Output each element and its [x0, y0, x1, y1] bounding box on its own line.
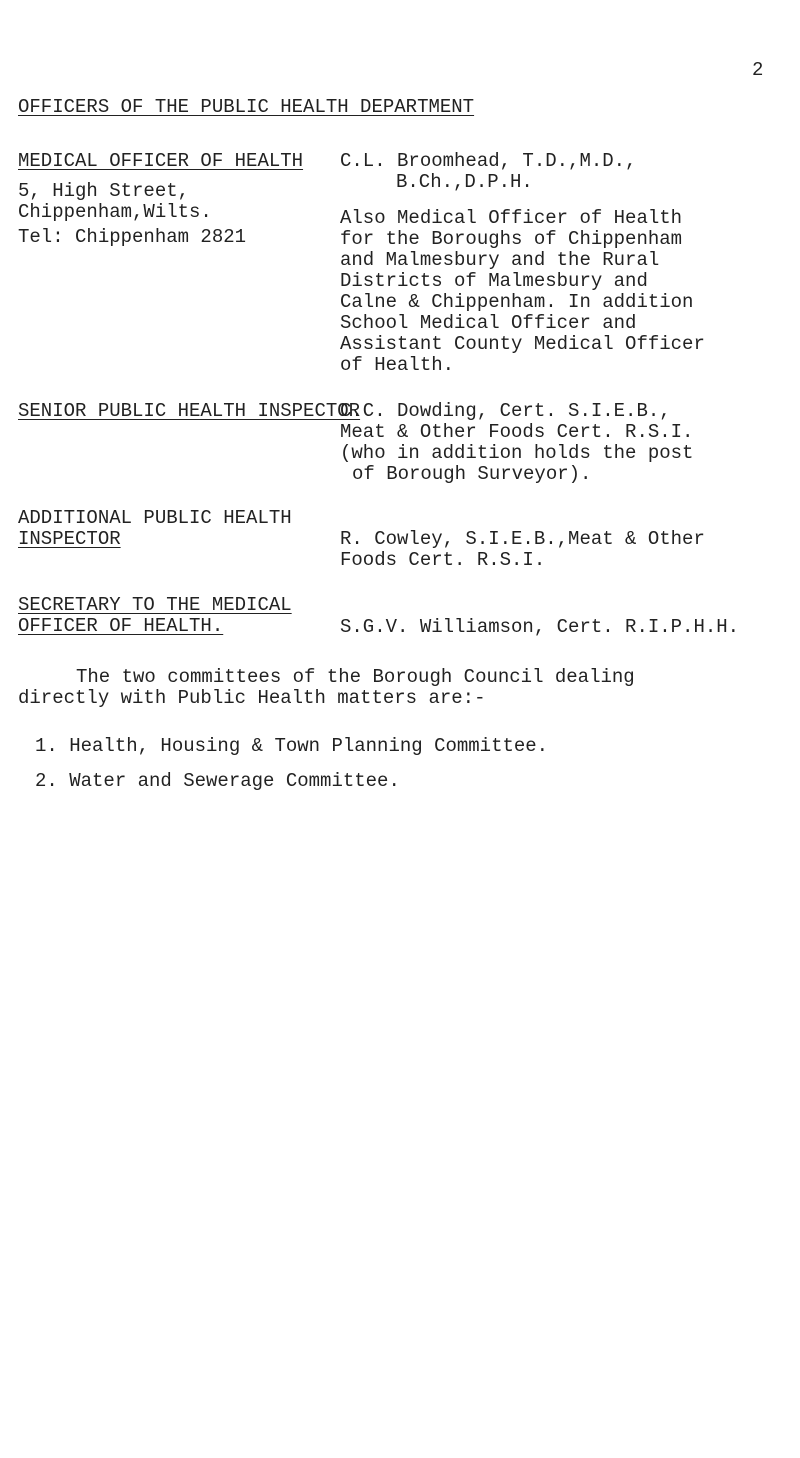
intro-line: The two committees of the Borough Council dealing	[76, 666, 635, 688]
committee-item: 1. Health, Housing & Town Planning Committee.	[35, 735, 549, 757]
medical-officer-address	[18, 181, 212, 223]
role-line: SECRETARY TO THE MEDICAL	[18, 594, 292, 616]
detail-line: Foods Cert. R.S.I.	[340, 549, 546, 571]
detail-line: of Borough Surveyor).	[352, 463, 592, 485]
description-line: School Medical Officer and	[340, 312, 637, 334]
page-number: 2	[752, 59, 764, 81]
description-line: for the Boroughs of Chippenham	[340, 228, 683, 250]
address-line: 5, High Street,	[18, 180, 190, 202]
detail-line: R. Cowley, S.I.E.B.,Meat & Other	[340, 528, 705, 550]
name-line: B.Ch.,D.P.H.	[396, 171, 533, 193]
medical-officer-role: MEDICAL OFFICER OF HEALTH	[18, 150, 304, 172]
secretary-role	[18, 595, 292, 637]
description-line: Assistant County Medical Officer	[340, 333, 705, 355]
description-line: Also Medical Officer of Health	[340, 207, 683, 229]
committee-item: 2. Water and Sewerage Committee.	[35, 770, 400, 792]
intro-line: directly with Public Health matters are:-	[18, 687, 486, 709]
senior-inspector-role: SENIOR PUBLIC HEALTH INSPECTOR	[18, 400, 361, 422]
page-title: OFFICERS OF THE PUBLIC HEALTH DEPARTMENT	[18, 96, 475, 118]
name-line: C.L. Broomhead, T.D.,M.D.,	[340, 150, 637, 172]
description-line: and Malmesbury and the Rural	[340, 249, 660, 271]
description-line: of Health.	[340, 354, 455, 376]
detail-line: (who in addition holds the post	[340, 442, 694, 464]
role-line: INSPECTOR	[18, 528, 121, 550]
committees-intro	[18, 667, 635, 709]
secretary-name: S.G.V. Williamson, Cert. R.I.P.H.H.	[340, 616, 740, 638]
role-line: OFFICER OF HEALTH.	[18, 615, 224, 637]
detail-line: C.C. Dowding, Cert. S.I.E.B.,	[340, 400, 671, 422]
additional-inspector-role	[18, 508, 292, 550]
senior-inspector-details	[340, 401, 693, 485]
medical-officer-tel: Tel: Chippenham 2821	[18, 226, 247, 248]
additional-inspector-details	[340, 529, 705, 571]
description-line: Districts of Malmesbury and	[340, 270, 648, 292]
role-line: ADDITIONAL PUBLIC HEALTH	[18, 507, 292, 529]
address-line: Chippenham,Wilts.	[18, 201, 212, 223]
medical-officer-name	[340, 151, 636, 193]
medical-officer-description	[340, 208, 705, 376]
detail-line: Meat & Other Foods Cert. R.S.I.	[340, 421, 694, 443]
description-line: Calne & Chippenham. In addition	[340, 291, 694, 313]
